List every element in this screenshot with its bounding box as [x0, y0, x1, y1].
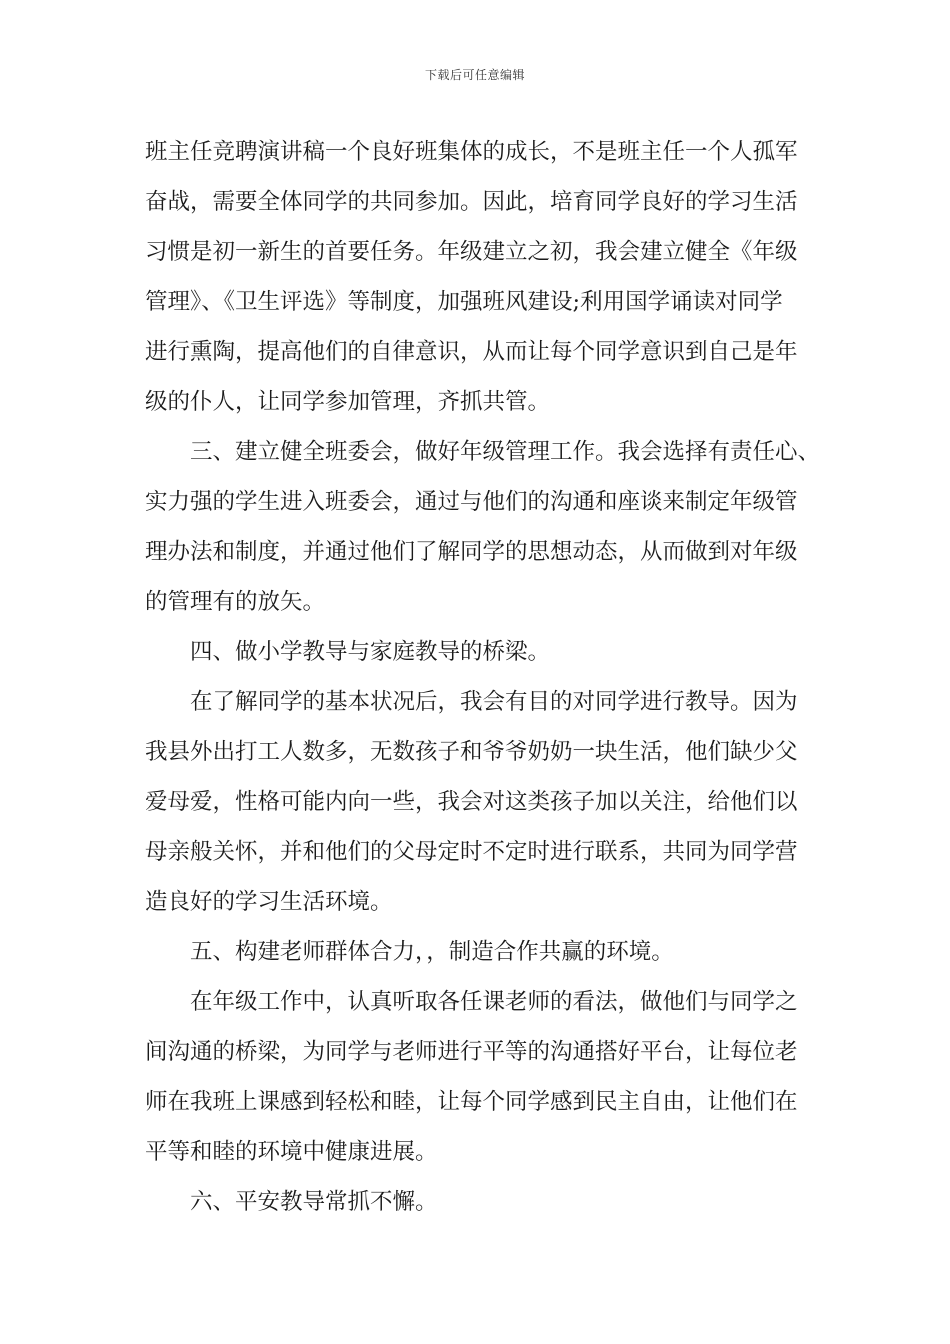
text-line: 班主任竞聘演讲稿一个良好班集体的成长，不是班主任一个人孤军 — [145, 139, 798, 165]
text-line: 爱母爱，性格可能内向一些，我会对这类孩子加以关注，给他们以 — [145, 789, 798, 815]
text-line: 四、做小学教导与家庭教导的桥梁。 — [190, 639, 551, 665]
text-line: 习惯是初一新生的首要任务。年级建立之初，我会建立健全《年级 — [145, 239, 798, 265]
text-line: 管理》、《卫生评选》等制度，加强班风建设;利用国学诵读对同学 — [145, 289, 783, 315]
text-line: 奋战，需要全体同学的共同参加。因此，培育同学良好的学习生活 — [145, 189, 798, 215]
paragraph — [145, 1177, 809, 1227]
text-line: 实力强的学生进入班委会，通过与他们的沟通和座谈来制定年级管 — [145, 489, 798, 515]
paragraph — [145, 927, 809, 977]
text-line: 的管理有的放矢。 — [145, 589, 326, 615]
text-line: 三、建立健全班委会，做好年级管理工作。我会选择有责任心、 — [190, 439, 821, 465]
paragraph — [145, 127, 809, 427]
text-line: 间沟通的桥梁，为同学与老师进行平等的沟通搭好平台，让每位老 — [145, 1039, 798, 1065]
text-line: 五、构建老师群体合力，，制造合作共赢的环境。 — [190, 939, 674, 965]
paragraph — [145, 677, 809, 927]
text-line: 我县外出打工人数多，无数孩子和爷爷奶奶一块生活，他们缺少父 — [145, 739, 798, 765]
text-line: 平等和睦的环境中健康进展。 — [145, 1139, 438, 1165]
text-line: 进行熏陶，提高他们的自律意识，从而让每个同学意识到自己是年 — [145, 339, 798, 365]
text-line: 理办法和制度，并通过他们了解同学的思想动态，从而做到对年级 — [145, 539, 798, 565]
paragraph — [145, 627, 809, 677]
text-line: 级的仆人，让同学参加管理，齐抓共管。 — [145, 389, 551, 415]
paragraph — [145, 977, 809, 1177]
text-line: 六、平安教导常抓不懈。 — [190, 1189, 438, 1215]
header-note: 下载后可任意编辑 — [424, 68, 525, 82]
text-line: 造良好的学习生活环境。 — [145, 889, 393, 915]
paragraph — [145, 427, 821, 627]
document-body — [145, 127, 821, 1227]
text-line: 师在我班上课感到轻松和睦，让每个同学感到民主自由，让他们在 — [145, 1089, 798, 1115]
text-line: 在了解同学的基本状况后，我会有目的对同学进行教导。因为 — [190, 689, 798, 715]
text-line: 母亲般关怀，并和他们的父母定时不定时进行联系，共同为同学营 — [145, 839, 798, 865]
text-line: 在年级工作中，认真听取各任课老师的看法，做他们与同学之 — [190, 989, 798, 1015]
